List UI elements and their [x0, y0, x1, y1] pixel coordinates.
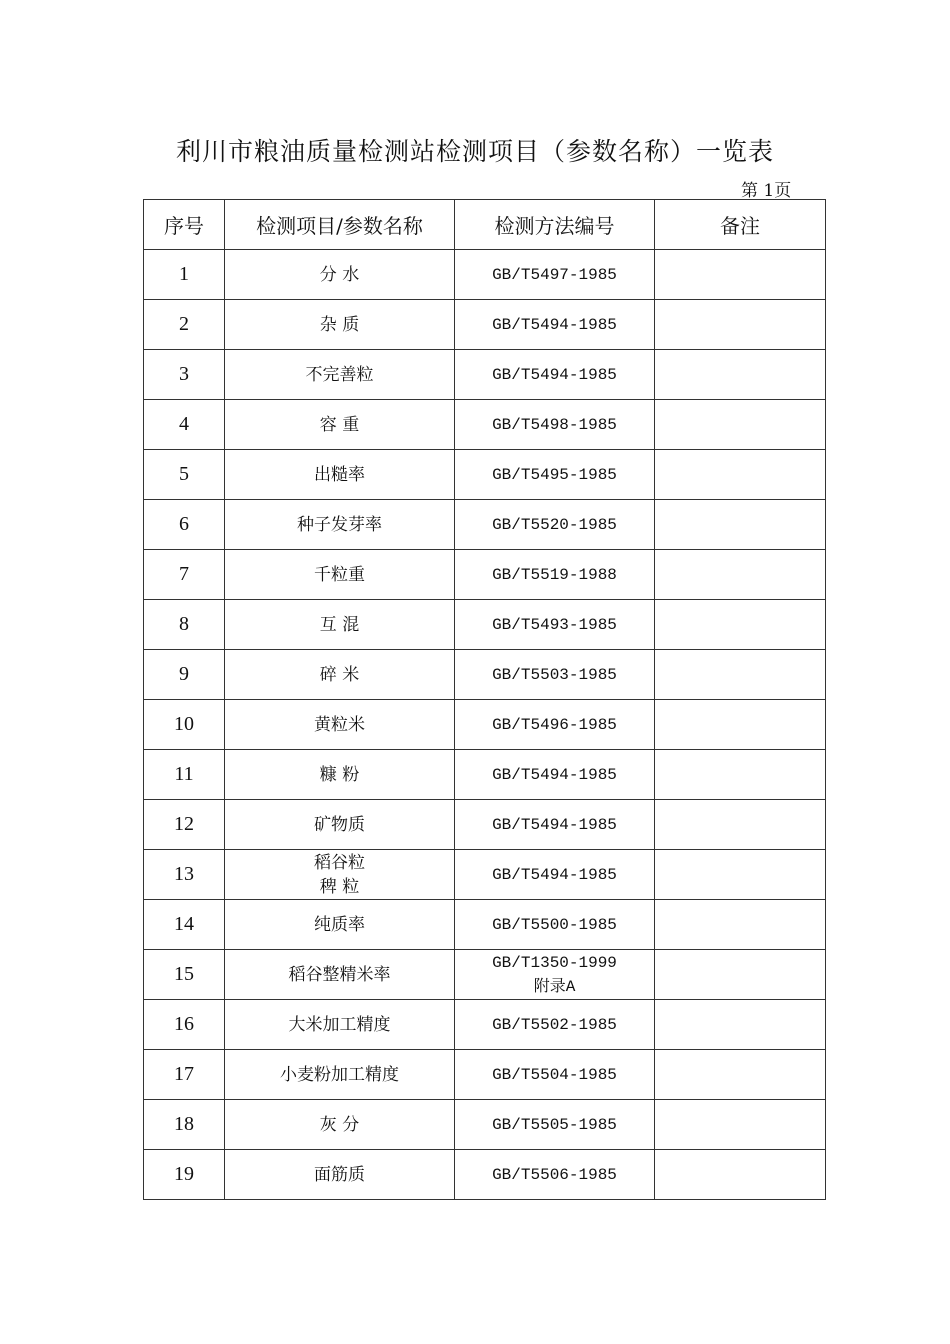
item-name: 大米加工精度: [288, 1014, 391, 1035]
remarks-cell: [655, 500, 826, 550]
item-name: 分 水: [319, 264, 360, 285]
row-index: 1: [144, 250, 225, 300]
table-row: [144, 550, 826, 600]
remarks-cell: [655, 700, 826, 750]
item-name: 稗 粒: [319, 876, 360, 897]
header-index: 序号: [144, 200, 225, 250]
item-name: 纯质率: [314, 914, 365, 935]
method-code-cell: [455, 1000, 655, 1050]
method-code-cell: [455, 250, 655, 300]
remarks-cell: [655, 550, 826, 600]
table-row: [144, 500, 826, 550]
row-index: 13: [144, 850, 225, 900]
row-index: 9: [144, 650, 225, 700]
method-code: GB/T5505-1985: [492, 1115, 617, 1134]
item-name: 稻谷整精米率: [288, 964, 391, 985]
remarks-cell: [655, 300, 826, 350]
remarks-cell: [655, 600, 826, 650]
method-code: GB/T5506-1985: [492, 1165, 617, 1184]
method-code-cell: [455, 450, 655, 500]
inspection-items-table: [143, 199, 826, 1200]
item-name-cell: [225, 1000, 455, 1050]
row-index: 7: [144, 550, 225, 600]
item-name-cell: [225, 250, 455, 300]
table-row: [144, 600, 826, 650]
item-name: 矿物质: [314, 814, 365, 835]
table-row: [144, 1000, 826, 1050]
item-name: 出糙率: [314, 464, 365, 485]
row-index: 10: [144, 700, 225, 750]
item-name-cell: [225, 1050, 455, 1100]
header-method-code: 检测方法编号: [455, 200, 655, 250]
method-code-cell: [455, 500, 655, 550]
method-code: GB/T5519-1988: [492, 565, 617, 584]
method-code: GB/T5494-1985: [492, 765, 617, 784]
row-index: 19: [144, 1150, 225, 1200]
method-code: GB/T5503-1985: [492, 665, 617, 684]
table-row: [144, 450, 826, 500]
item-name: 灰 分: [319, 1114, 360, 1135]
method-code-cell: [455, 350, 655, 400]
remarks-cell: [655, 400, 826, 450]
remarks-cell: [655, 450, 826, 500]
item-name: 不完善粒: [305, 364, 374, 385]
remarks-cell: [655, 800, 826, 850]
item-name-cell: [225, 300, 455, 350]
remarks-cell: [655, 1150, 826, 1200]
item-name: 千粒重: [314, 564, 365, 585]
item-name: 小麦粉加工精度: [280, 1064, 399, 1085]
item-name: 互 混: [319, 614, 360, 635]
method-code-cell: [455, 1050, 655, 1100]
row-index: 8: [144, 600, 225, 650]
table-row: [144, 650, 826, 700]
item-name-cell: [225, 750, 455, 800]
table-row: [144, 850, 826, 900]
item-name-cell: [225, 700, 455, 750]
table-body: [144, 250, 826, 1200]
row-index: 17: [144, 1050, 225, 1100]
item-name-cell: [225, 850, 455, 900]
method-code-cell: [455, 1100, 655, 1150]
method-code: GB/T5494-1985: [492, 865, 617, 884]
row-index: 4: [144, 400, 225, 450]
item-name-cell: [225, 600, 455, 650]
document-title: 利川市粮油质量检测站检测项目（参数名称）一览表: [175, 137, 774, 166]
method-code: GB/T5494-1985: [492, 815, 617, 834]
table-row: [144, 950, 826, 1000]
remarks-cell: [655, 850, 826, 900]
item-name-cell: [225, 550, 455, 600]
table-row: [144, 1100, 826, 1150]
method-code: GB/T5493-1985: [492, 615, 617, 634]
item-name-cell: [225, 350, 455, 400]
method-code-cell: [455, 1150, 655, 1200]
table-row: [144, 750, 826, 800]
method-code: GB/T5520-1985: [492, 515, 617, 534]
table-row: [144, 300, 826, 350]
method-code: GB/T5495-1985: [492, 465, 617, 484]
table-row: [144, 250, 826, 300]
row-index: 15: [144, 950, 225, 1000]
row-index: 12: [144, 800, 225, 850]
row-index: 5: [144, 450, 225, 500]
method-code-cell: [455, 850, 655, 900]
method-code-cell: [455, 400, 655, 450]
method-code-cell: [455, 950, 655, 1000]
remarks-cell: [655, 1000, 826, 1050]
item-name: 黄粒米: [314, 714, 365, 735]
table-row: [144, 1150, 826, 1200]
row-index: 14: [144, 900, 225, 950]
method-code-cell: [455, 900, 655, 950]
method-code: GB/T5500-1985: [492, 915, 617, 934]
row-index: 6: [144, 500, 225, 550]
remarks-cell: [655, 250, 826, 300]
remarks-cell: [655, 1100, 826, 1150]
table-row: [144, 1050, 826, 1100]
item-name-cell: [225, 400, 455, 450]
table-row: [144, 350, 826, 400]
method-code: GB/T5498-1985: [492, 415, 617, 434]
item-name: 种子发芽率: [297, 514, 382, 535]
table-row: [144, 900, 826, 950]
method-code: 附录A: [533, 977, 576, 996]
item-name-cell: [225, 800, 455, 850]
item-name: 碎 米: [319, 664, 360, 685]
row-index: 16: [144, 1000, 225, 1050]
method-code: GB/T5502-1985: [492, 1015, 617, 1034]
remarks-cell: [655, 950, 826, 1000]
method-code: GB/T5496-1985: [492, 715, 617, 734]
item-name: 面筋质: [314, 1164, 365, 1185]
remarks-cell: [655, 750, 826, 800]
method-code-cell: [455, 550, 655, 600]
item-name-cell: [225, 650, 455, 700]
remarks-cell: [655, 900, 826, 950]
table-header-row: [144, 200, 826, 250]
remarks-cell: [655, 650, 826, 700]
row-index: 3: [144, 350, 225, 400]
item-name-cell: [225, 1150, 455, 1200]
remarks-cell: [655, 350, 826, 400]
item-name: 杂 质: [319, 314, 360, 335]
item-name-cell: [225, 950, 455, 1000]
method-code: GB/T5494-1985: [492, 315, 617, 334]
row-index: 2: [144, 300, 225, 350]
page-number: 第 1页: [741, 181, 792, 201]
row-index: 11: [144, 750, 225, 800]
item-name: 稻谷粒: [314, 852, 365, 873]
method-code-cell: [455, 700, 655, 750]
header-remarks: 备注: [655, 200, 826, 250]
item-name-cell: [225, 450, 455, 500]
method-code-cell: [455, 650, 655, 700]
remarks-cell: [655, 1050, 826, 1100]
method-code: GB/T5504-1985: [492, 1065, 617, 1084]
method-code: GB/T5497-1985: [492, 265, 617, 284]
table-row: [144, 700, 826, 750]
header-item-name: 检测项目/参数名称: [225, 200, 455, 250]
table-row: [144, 800, 826, 850]
item-name-cell: [225, 1100, 455, 1150]
item-name: 容 重: [319, 414, 360, 435]
table-row: [144, 400, 826, 450]
method-code-cell: [455, 800, 655, 850]
method-code: GB/T5494-1985: [492, 365, 617, 384]
method-code: GB/T1350-1999: [492, 953, 617, 972]
method-code-cell: [455, 600, 655, 650]
method-code-cell: [455, 300, 655, 350]
method-code-cell: [455, 750, 655, 800]
row-index: 18: [144, 1100, 225, 1150]
item-name-cell: [225, 900, 455, 950]
item-name: 糠 粉: [319, 764, 360, 785]
item-name-cell: [225, 500, 455, 550]
